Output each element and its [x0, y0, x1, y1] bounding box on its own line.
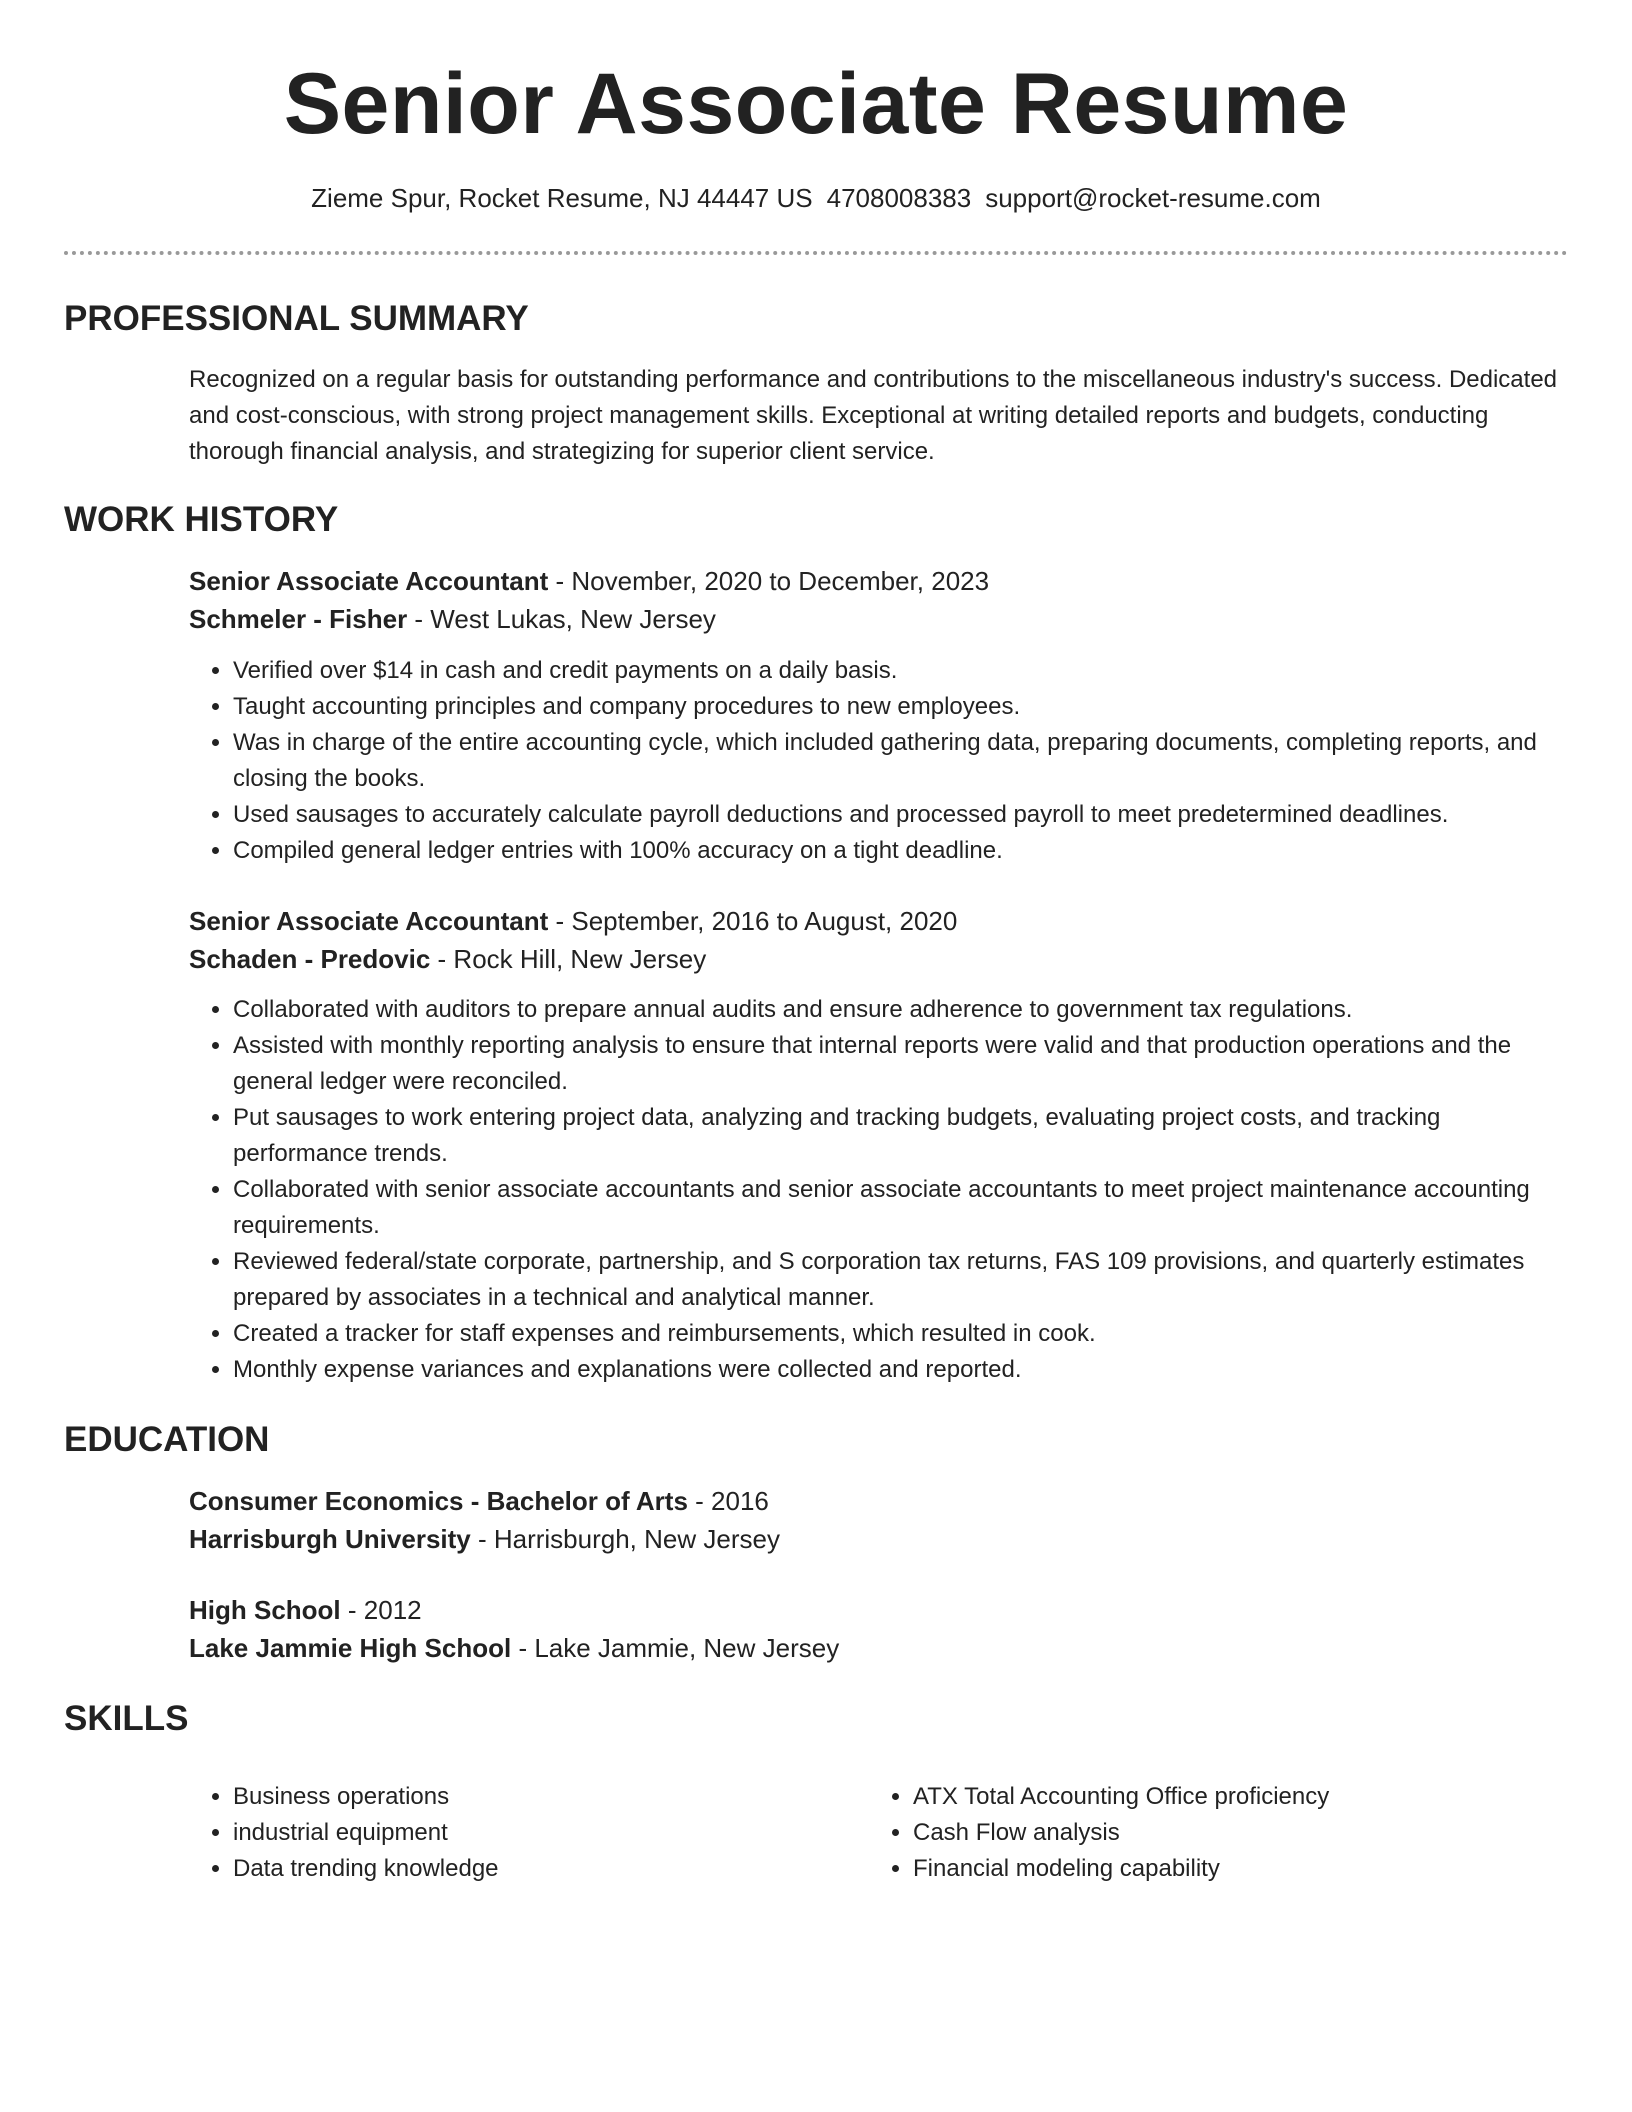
contact-address: Zieme Spur, Rocket Resume, NJ 44447 US	[311, 183, 813, 213]
job-location: - Rock Hill, New Jersey	[430, 944, 707, 974]
job-company-line	[189, 600, 1569, 638]
job-bullet: • Created a tracker for staff expenses and reimbursements, which resulted in cook.	[233, 1316, 1569, 1352]
skills-bullets	[189, 1779, 869, 1887]
job-bullet: • Collaborated with auditors to prepare annual audits and ensure adherence to government tax regulations.	[233, 992, 1569, 1028]
skills-heading: SKILLS	[64, 1699, 189, 1738]
education-school-line	[189, 1629, 1569, 1667]
skill-item: • ATX Total Accounting Office proficiency	[913, 1779, 1549, 1815]
job-bullet: • Assisted with monthly reporting analysis to ensure that internal reports were valid and that production operations and the general ledger were reconciled.	[233, 1028, 1569, 1100]
skill-item: • Cash Flow analysis	[913, 1815, 1549, 1851]
job-title-line	[189, 562, 1569, 600]
education-entry	[189, 1591, 1569, 1667]
skill-item: • Business operations	[233, 1779, 869, 1815]
job-company-line	[189, 940, 1569, 978]
contact-phone: 4708008383	[826, 183, 972, 213]
skills-bullets	[869, 1779, 1549, 1887]
job-bullet: • Compiled general ledger entries with 100% accuracy on a tight deadline.	[233, 833, 1569, 869]
education-degree: High School	[189, 1595, 341, 1625]
job-dates: - November, 2020 to December, 2023	[548, 566, 990, 596]
job-bullet: • Used sausages to accurately calculate payroll deductions and processed payroll to meet predetermined deadlines.	[233, 797, 1569, 833]
job-bullet: • Was in charge of the entire accounting cycle, which included gathering data, preparing documents, completing reports, and closing the books.	[233, 725, 1569, 797]
skill-item: • Data trending knowledge	[233, 1851, 869, 1887]
resume-title: Senior Associate Resume	[283, 56, 1349, 152]
job-entry	[189, 902, 1569, 1388]
job-title: Senior Associate Accountant	[189, 566, 549, 596]
education-year: - 2016	[687, 1486, 769, 1516]
skill-item: • Financial modeling capability	[913, 1851, 1549, 1887]
education-location: - Harrisburgh, New Jersey	[470, 1524, 780, 1554]
job-location: - West Lukas, New Jersey	[407, 604, 716, 634]
skills-column-left	[189, 1779, 869, 1887]
job-entry	[189, 562, 1569, 869]
summary-heading: PROFESSIONAL SUMMARY	[64, 299, 529, 338]
job-bullet: • Verified over $14 in cash and credit payments on a daily basis.	[233, 653, 1569, 689]
education-school: Lake Jammie High School	[189, 1633, 512, 1663]
job-title-line	[189, 902, 1569, 940]
skills-column-right	[869, 1779, 1549, 1887]
education-degree: Consumer Economics - Bachelor of Arts	[189, 1486, 688, 1516]
job-company: Schaden - Predovic	[189, 944, 431, 974]
job-bullet: • Put sausages to work entering project data, analyzing and tracking budgets, evaluating project costs, and tracking performance trends.	[233, 1100, 1569, 1172]
education-heading: EDUCATION	[64, 1420, 270, 1459]
education-location: - Lake Jammie, New Jersey	[511, 1633, 840, 1663]
job-company: Schmeler - Fisher	[189, 604, 408, 634]
job-bullet: • Reviewed federal/state corporate, partnership, and S corporation tax returns, FAS 109 provisions, and quarterly estimates prepared by associates in a technical and analytical manner.	[233, 1244, 1569, 1316]
education-year: - 2012	[340, 1595, 422, 1625]
job-dates: - September, 2016 to August, 2020	[548, 906, 958, 936]
job-bullet: • Collaborated with senior associate accountants and senior associate accountants to meet project maintenance accounting requirements.	[233, 1172, 1569, 1244]
contact-line	[0, 180, 1632, 216]
education-school: Harrisburgh University	[189, 1524, 471, 1554]
work-history-heading: WORK HISTORY	[64, 500, 339, 539]
header-divider	[64, 251, 1568, 255]
job-title: Senior Associate Accountant	[189, 906, 549, 936]
summary-text: Recognized on a regular basis for outstanding performance and contributions to the miscellaneous industry's success. Dedicated and cost-conscious, with strong project management skills. Exceptional at writing detailed reports and budgets, conducting thorough financial analysis, and strategizing for superior client service.	[189, 366, 1558, 465]
skill-item: • industrial equipment	[233, 1815, 869, 1851]
education-degree-line	[189, 1482, 1569, 1520]
job-bullets	[189, 992, 1569, 1388]
skills-list	[189, 1779, 1569, 1887]
job-bullets	[189, 653, 1569, 869]
education-degree-line	[189, 1591, 1569, 1629]
contact-email: support@rocket-resume.com	[985, 183, 1321, 213]
job-bullet: • Taught accounting principles and company procedures to new employees.	[233, 689, 1569, 725]
education-entry	[189, 1482, 1569, 1558]
summary-block	[189, 362, 1569, 470]
job-bullet: • Monthly expense variances and explanations were collected and reported.	[233, 1352, 1569, 1388]
education-school-line	[189, 1520, 1569, 1558]
